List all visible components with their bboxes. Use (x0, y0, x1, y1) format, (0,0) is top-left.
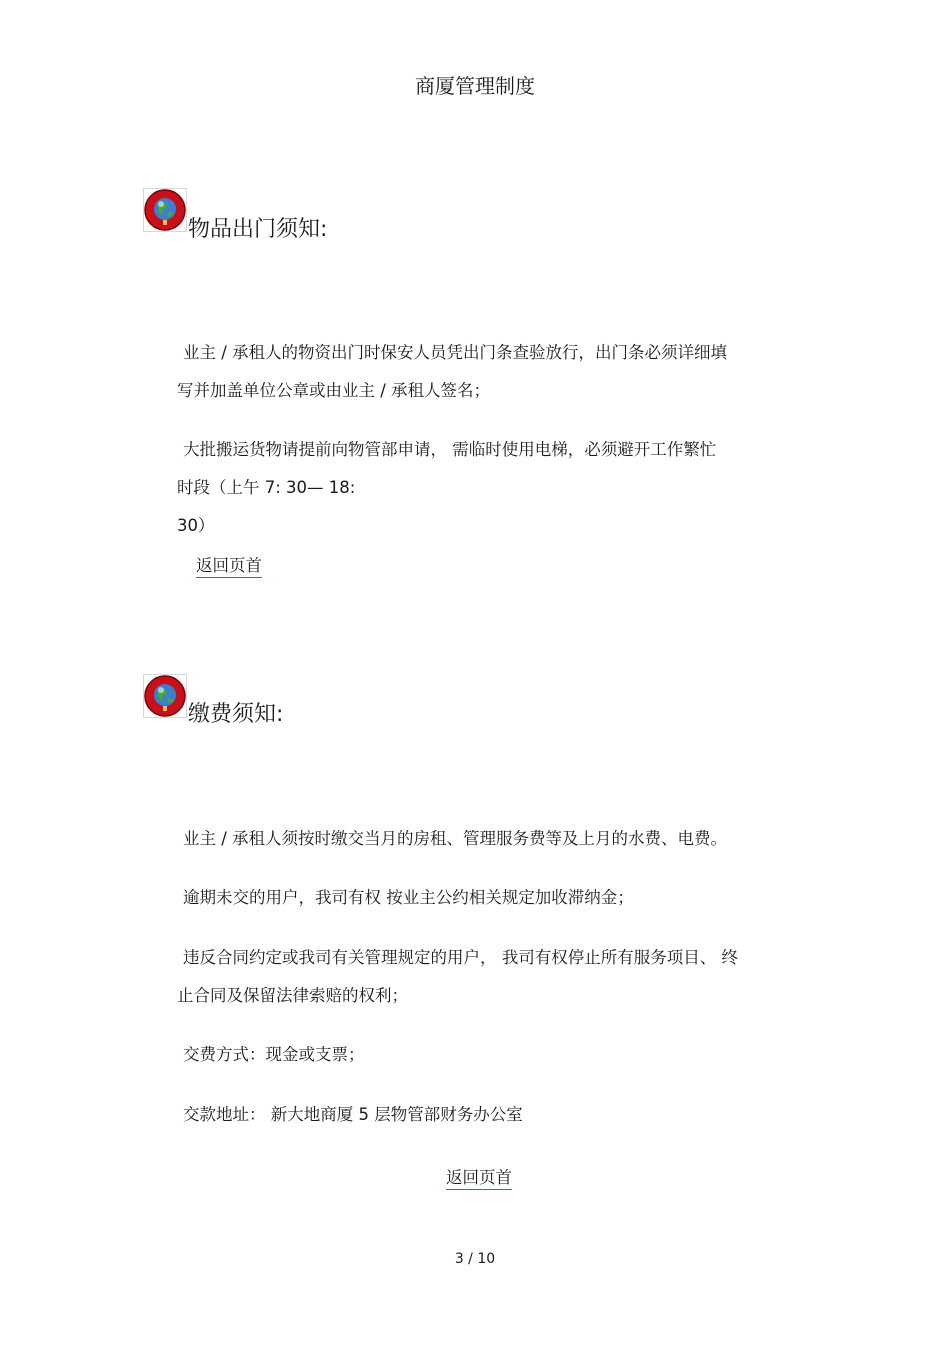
back-to-top-link[interactable]: 返回页首 (446, 1164, 512, 1190)
paragraph-line: 止合同及保留法律索赔的权利； (177, 986, 408, 1005)
paragraph-line: 交费方式：现金或支票； (183, 1045, 365, 1064)
paragraph-line: 大批搬运货物请提前向物管部申请， 需临时使用电梯，必须避开工作繁忙 (183, 440, 717, 459)
paragraph-line: 30） (177, 516, 215, 535)
paragraph-line: 写并加盖单位公章或由业主 / 承租人签名； (177, 381, 491, 400)
section-heading-payment: 缴费须知: (188, 702, 284, 727)
paragraph-line: 业主 / 承租人须按时缴交当月的房租、管理服务费等及上月的水费、电费。 (183, 829, 728, 848)
page-number: 3 / 10 (454, 1251, 496, 1267)
globe-icon (143, 674, 187, 718)
globe-icon (143, 188, 187, 232)
back-to-top-link[interactable]: 返回页首 (196, 552, 262, 578)
paragraph-line: 交款地址： 新大地商厦 5 层物管部财务办公室 (183, 1105, 523, 1124)
paragraph-line: 违反合同约定或我司有关管理规定的用户， 我司有权停止所有服务项目、 终 (183, 948, 738, 967)
page-title: 商厦管理制度 (415, 74, 535, 98)
paragraph-line: 逾期未交的用户，我司有权 按业主公约相关规定加收滞纳金； (183, 888, 634, 907)
paragraph-line: 时段（上午 7: 30— 18: (177, 478, 356, 497)
paragraph-line: 业主 / 承租人的物资出门时保安人员凭出门条查验放行，出门条必须详细填 (183, 343, 728, 362)
section-heading-goods-exit: 物品出门须知: (188, 217, 328, 242)
